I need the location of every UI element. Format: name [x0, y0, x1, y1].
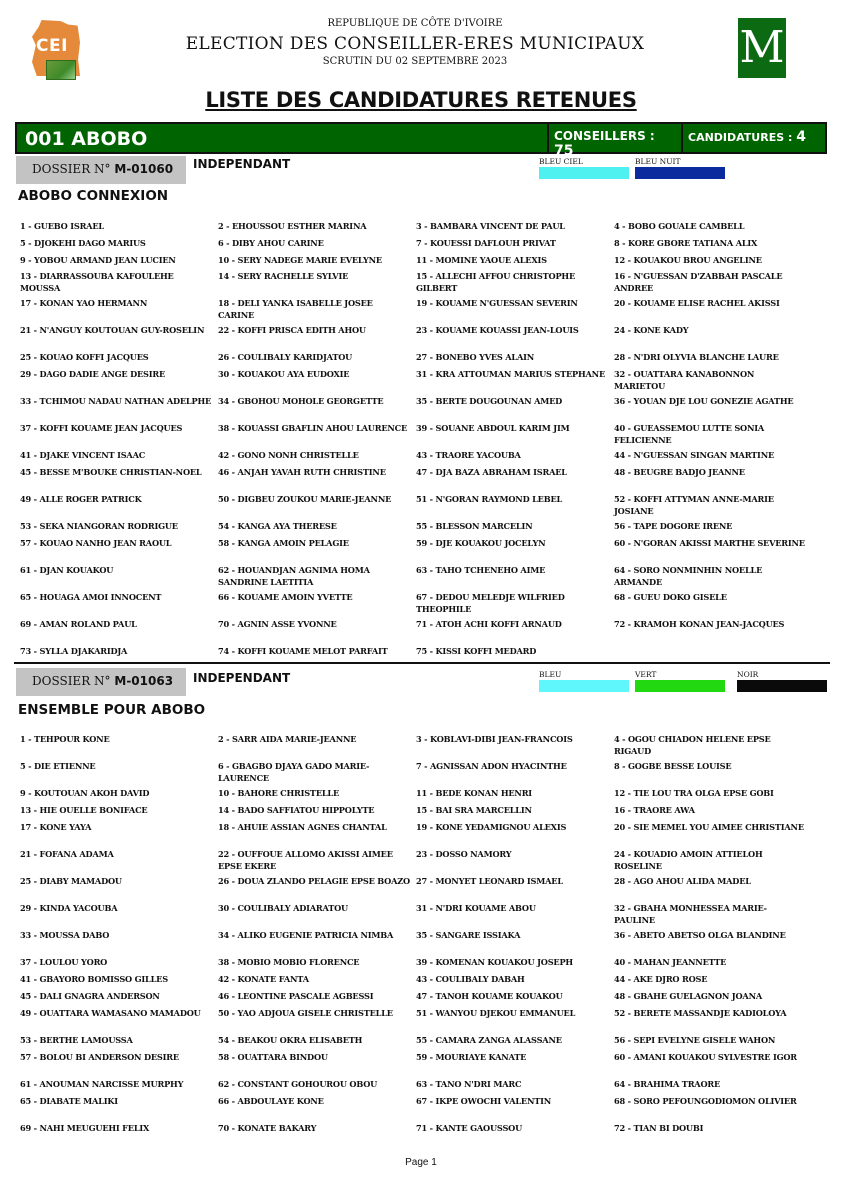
candidatures-label: CANDIDATURES :: [688, 131, 797, 144]
list-color-swatch: [539, 670, 629, 692]
logo-text: CEI: [36, 36, 68, 56]
candidate-entry: 69 - NAHI MEUGUEHI FELIX: [20, 1123, 150, 1133]
ballot-box-icon: [46, 60, 76, 80]
candidate-entry: 38 - KOUASSI GBAFLIN AHOU LAURENCE: [218, 423, 408, 433]
candidate-entry: 55 - BLESSON MARCELIN: [416, 521, 533, 531]
candidate-entry: 28 - N'DRI OLYVIA BLANCHE LAURE: [614, 352, 779, 362]
candidate-entry: 31 - N'DRI KOUAME ABOU: [416, 903, 536, 913]
candidate-entry: 32 - OUATTARA KANABONNON MARIETOU: [614, 369, 755, 391]
candidate-entry: 29 - KINDA YACOUBA: [20, 903, 118, 913]
candidate-entry: 3 - KOBLAVI-DIBI JEAN-FRANCOIS: [416, 734, 573, 744]
candidate-entry: 37 - LOULOU YORO: [20, 957, 108, 967]
page-number: Page 1: [405, 1157, 437, 1168]
candidate-entry: 58 - OUATTARA BINDOU: [218, 1052, 328, 1062]
candidate-entry: 49 - OUATTARA WAMASANO MAMADOU: [20, 1008, 201, 1018]
candidate-entry: 64 - BRAHIMA TRAORE: [614, 1079, 721, 1089]
list-name: ABOBO CONNEXION: [18, 188, 169, 204]
candidate-entry: 71 - ATOH ACHI KOFFI ARNAUD: [416, 619, 562, 629]
candidate-entry: 45 - DALI GNAGRA ANDERSON: [20, 991, 160, 1001]
candidate-entry: 1 - TEHPOUR KONE: [20, 734, 110, 744]
candidate-entry: 46 - LEONTINE PASCALE AGBESSI: [218, 991, 374, 1001]
candidate-entry: 4 - OGOU CHIADON HELENE EPSE RIGAUD: [614, 734, 771, 756]
candidate-entry: 59 - MOURIAYE KANATE: [416, 1052, 527, 1062]
color-bar: [737, 680, 827, 692]
candidate-entry: 52 - BERETE MASSANDJE KADIOLOYA: [614, 1008, 787, 1018]
candidate-entry: 34 - ALIKO EUGENIE PATRICIA NIMBA: [218, 930, 394, 940]
dossier-label: DOSSIER N°: [32, 162, 111, 176]
candidate-entry: 7 - AGNISSAN ADON HYACINTHE: [416, 761, 567, 771]
color-bar: [539, 680, 629, 692]
candidate-entry: 13 - DIARRASSOUBA KAFOULEHE MOUSSA: [20, 271, 174, 293]
candidate-entry: 62 - CONSTANT GOHOUROU OBOU: [218, 1079, 378, 1089]
candidate-entry: 8 - GOGBE BESSE LOUISE: [614, 761, 732, 771]
candidate-entry: 51 - WANYOU DJEKOU EMMANUEL: [416, 1008, 576, 1018]
color-bar: [635, 167, 725, 179]
candidate-entry: 54 - BEAKOU OKRA ELISABETH: [218, 1035, 363, 1045]
candidate-entry: 68 - SORO PEFOUNGODIOMON OLIVIER: [614, 1096, 797, 1106]
color-bar: [635, 680, 725, 692]
candidate-entry: 5 - DIE ETIENNE: [20, 761, 96, 771]
candidate-entry: 44 - N'GUESSAN SINGAN MARTINE: [614, 450, 775, 460]
candidate-entry: 72 - KRAMOH KONAN JEAN-JACQUES: [614, 619, 785, 629]
election-title: ELECTION DES CONSEILLER-ERES MUNICIPAUX: [185, 34, 645, 54]
candidate-entry: 9 - KOUTOUAN AKOH DAVID: [20, 788, 150, 798]
candidate-entry: 10 - BAHORE CHRISTELLE: [218, 788, 340, 798]
candidate-entry: 43 - COULIBALY DABAH: [416, 974, 525, 984]
candidate-entry: 7 - KOUESSI DAFLOUH PRIVAT: [416, 238, 556, 248]
municipal-badge: M: [738, 18, 786, 78]
candidate-entry: 33 - MOUSSA DABO: [20, 930, 110, 940]
candidate-entry: 36 - YOUAN DJE LOU GONEZIE AGATHE: [614, 396, 794, 406]
candidate-entry: 41 - GBAYORO BOMISSO GILLES: [20, 974, 168, 984]
candidate-entry: 16 - TRAORE AWA: [614, 805, 695, 815]
candidate-entry: 9 - YOBOU ARMAND JEAN LUCIEN: [20, 255, 176, 265]
candidate-entry: 51 - N'GORAN RAYMOND LEBEL: [416, 494, 563, 504]
candidate-entry: 10 - SERY NADEGE MARIE EVELYNE: [218, 255, 382, 265]
candidate-entry: 35 - BERTE DOUGOUNAN AMED: [416, 396, 563, 406]
candidate-entry: 14 - BADO SAFFIATOU HIPPOLYTE: [218, 805, 375, 815]
candidate-entry: 18 - DELI YANKA ISABELLE JOSEE CARINE: [218, 298, 373, 320]
candidate-entry: 41 - DJAKE VINCENT ISAAC: [20, 450, 146, 460]
candidate-entry: 6 - DIBY AHOU CARINE: [218, 238, 324, 248]
candidate-entry: 52 - KOFFI ATTYMAN ANNE-MARIE JOSIANE: [614, 494, 774, 516]
candidate-entry: 21 - N'ANGUY KOUTOUAN GUY-ROSELIN: [20, 325, 205, 335]
candidate-entry: 63 - TAHO TCHENEHO AIME: [416, 565, 546, 575]
dossier-number-box: [16, 156, 186, 184]
candidate-entry: 74 - KOFFI KOUAME MELOT PARFAIT: [218, 646, 388, 656]
candidate-entry: 20 - SIE MEMEL YOU AIMEE CHRISTIANE: [614, 822, 804, 832]
color-label: NOIR: [737, 670, 759, 679]
candidate-entry: 14 - SERY RACHELLE SYLVIE: [218, 271, 349, 281]
candidate-entry: 6 - GBAGBO DJAYA GADO MARIE-LAURENCE: [218, 761, 370, 783]
list-color-swatch: [737, 670, 827, 692]
candidate-entry: 24 - KONE KADY: [614, 325, 689, 335]
color-label: VERT: [635, 670, 657, 679]
candidate-entry: 49 - ALLE ROGER PATRICK: [20, 494, 142, 504]
candidate-entry: 21 - FOFANA ADAMA: [20, 849, 114, 859]
scrutin-date: SCRUTIN DU 02 SEPTEMBRE 2023: [322, 56, 508, 67]
candidatures-value: 4: [796, 129, 806, 145]
candidate-entry: 60 - N'GORAN AKISSI MARTHE SEVERINE: [614, 538, 805, 548]
candidate-entry: 32 - GBAHA MONHESSEA MARIE-PAULINE: [614, 903, 767, 925]
candidate-entry: 11 - BEDE KONAN HENRI: [416, 788, 532, 798]
color-label: BLEU NUIT: [635, 157, 681, 166]
candidate-entry: 23 - KOUAME KOUASSI JEAN-LOUIS: [416, 325, 579, 335]
candidate-entry: 40 - GUEASSEMOU LUTTE SONIA FELICIENNE: [614, 423, 765, 445]
candidate-entry: 68 - GUEU DOKO GISELE: [614, 592, 727, 602]
party-type: INDEPENDANT: [193, 157, 291, 171]
candidate-entry: 16 - N'GUESSAN D'ZABBAH PASCALE ANDREE: [614, 271, 783, 293]
candidate-entry: 40 - MAHAN JEANNETTE: [614, 957, 727, 967]
candidate-entry: 50 - YAO ADJOUA GISELE CHRISTELLE: [218, 1008, 393, 1018]
candidate-entry: 57 - BOLOU BI ANDERSON DESIRE: [20, 1052, 179, 1062]
candidate-entry: 28 - AGO AHOU ALIDA MADEL: [614, 876, 751, 886]
candidate-entry: 12 - KOUAKOU BROU ANGELINE: [614, 255, 762, 265]
candidate-entry: 12 - TIE LOU TRA OLGA EPSE GOBI: [614, 788, 774, 798]
candidate-entry: 48 - GBAHE GUELAGNON JOANA: [614, 991, 763, 1001]
candidate-entry: 72 - TIAN BI DOUBI: [614, 1123, 704, 1133]
candidate-entry: 30 - KOUAKOU AYA EUDOXIE: [218, 369, 350, 379]
candidate-entry: 29 - DAGO DADIE ANGE DESIRE: [20, 369, 166, 379]
page-title: LISTE DES CANDIDATURES RETENUES: [205, 88, 637, 112]
candidate-entry: 15 - BAI SRA MARCELLIN: [416, 805, 532, 815]
candidate-entry: 47 - TANOH KOUAME KOUAKOU: [416, 991, 563, 1001]
candidate-entry: 19 - KOUAME N'GUESSAN SEVERIN: [416, 298, 578, 308]
candidate-entry: 34 - GBOHOU MOHOLE GEORGETTE: [218, 396, 384, 406]
candidate-entry: 39 - SOUANE ABDOUL KARIM JIM: [416, 423, 570, 433]
candidate-entry: 75 - KISSI KOFFI MEDARD: [416, 646, 537, 656]
candidate-entry: 36 - ABETO ABETSO OLGA BLANDINE: [614, 930, 786, 940]
conseillers-label: CONSEILLERS :: [554, 129, 655, 143]
color-label: BLEU: [539, 670, 562, 679]
candidate-entry: 67 - IKPE OWOCHI VALENTIN: [416, 1096, 552, 1106]
color-label: BLEU CIEL: [539, 157, 583, 166]
candidate-entry: 4 - BOBO GOUALE CAMBELL: [614, 221, 745, 231]
dossier-number-box: [16, 668, 186, 696]
candidate-entry: 42 - GONO NONH CHRISTELLE: [218, 450, 359, 460]
candidate-entry: 25 - DIABY MAMADOU: [20, 876, 122, 886]
candidate-entry: 13 - HIE OUELLE BONIFACE: [20, 805, 148, 815]
list-color-swatch: [635, 670, 725, 692]
candidate-entry: 17 - KONE YAYA: [20, 822, 92, 832]
candidate-entry: 33 - TCHIMOU NADAU NATHAN ADELPHE: [20, 396, 212, 406]
candidate-entry: 18 - AHUIE ASSIAN AGNES CHANTAL: [218, 822, 387, 832]
candidate-entry: 56 - SEPI EVELYNE GISELE WAHON: [614, 1035, 776, 1045]
candidate-entry: 35 - SANGARE ISSIAKA: [416, 930, 521, 940]
candidate-entry: 57 - KOUAO NANHO JEAN RAOUL: [20, 538, 172, 548]
candidate-entry: 53 - SEKA NIANGORAN RODRIGUE: [20, 521, 178, 531]
candidate-entry: 22 - KOFFI PRISCA EDITH AHOU: [218, 325, 366, 335]
candidate-entry: 59 - DJE KOUAKOU JOCELYN: [416, 538, 546, 548]
candidate-entry: 43 - TRAORE YACOUBA: [416, 450, 521, 460]
candidate-entry: 2 - EHOUSSOU ESTHER MARINA: [218, 221, 367, 231]
candidate-entry: 70 - KONATE BAKARY: [218, 1123, 317, 1133]
conseillers-count: [547, 124, 681, 159]
republic-label: REPUBLIQUE DE CÔTE D'IVOIRE: [327, 18, 503, 29]
candidate-entry: 70 - AGNIN ASSE YVONNE: [218, 619, 337, 629]
candidate-entry: 42 - KONATE FANTA: [218, 974, 309, 984]
candidate-entry: 15 - ALLECHI AFFOU CHRISTOPHE GILBERT: [416, 271, 575, 293]
candidate-entry: 56 - TAPE DOGORE IRENE: [614, 521, 733, 531]
party-type: INDEPENDANT: [193, 671, 291, 685]
commune-bar: [15, 122, 827, 159]
candidate-entry: 47 - DJA BAZA ABRAHAM ISRAEL: [416, 467, 567, 477]
dossier-number: M-01063: [114, 674, 174, 688]
candidate-entry: 5 - DJOKEHI DAGO MARIUS: [20, 238, 146, 248]
candidate-entry: 62 - HOUANDJAN AGNIMA HOMA SANDRINE LAETITIA: [218, 565, 370, 587]
candidate-entry: 26 - DOUA ZLANDO PELAGIE EPSE BOAZO: [218, 876, 410, 886]
candidate-entry: 20 - KOUAME ELISE RACHEL AKISSI: [614, 298, 780, 308]
list-color-swatch: [539, 157, 629, 179]
candidate-entry: 53 - BERTHE LAMOUSSA: [20, 1035, 133, 1045]
candidate-entry: 64 - SORO NONMINHIN NOELLE ARMANDE: [614, 565, 763, 587]
candidate-entry: 48 - BEUGRE BADJO JEANNE: [614, 467, 745, 477]
candidate-entry: 24 - KOUADIO AMOIN ATTIELOH ROSELINE: [614, 849, 763, 871]
candidate-entry: 27 - BONEBO YVES ALAIN: [416, 352, 535, 362]
commune-name: 001 ABOBO: [25, 128, 148, 150]
candidate-entry: 60 - AMANI KOUAKOU SYLVESTRE IGOR: [614, 1052, 797, 1062]
candidate-entry: 38 - MOBIO MOBIO FLORENCE: [218, 957, 360, 967]
candidate-entry: 73 - SYLLA DJAKARIDJA: [20, 646, 128, 656]
candidate-entry: 25 - KOUAO KOFFI JACQUES: [20, 352, 149, 362]
candidate-entry: 61 - DJAN KOUAKOU: [20, 565, 114, 575]
candidate-entry: 61 - ANOUMAN NARCISSE MURPHY: [20, 1079, 184, 1089]
candidate-entry: 55 - CAMARA ZANGA ALASSANE: [416, 1035, 562, 1045]
candidate-entry: 1 - GUEBO ISRAEL: [20, 221, 104, 231]
candidatures-count: [681, 124, 825, 152]
candidate-entry: 8 - KORE GBORE TATIANA ALIX: [614, 238, 758, 248]
candidate-entry: 54 - KANGA AYA THERESE: [218, 521, 337, 531]
candidate-entry: 27 - MONYET LEONARD ISMAEL: [416, 876, 563, 886]
candidate-entry: 2 - SARR AIDA MARIE-JEANNE: [218, 734, 357, 744]
candidate-entry: 30 - COULIBALY ADIARATOU: [218, 903, 348, 913]
candidate-entry: 44 - AKE DJRO ROSE: [614, 974, 708, 984]
cei-logo: [28, 16, 84, 80]
candidate-entry: 69 - AMAN ROLAND PAUL: [20, 619, 137, 629]
list-name: ENSEMBLE POUR ABOBO: [18, 702, 206, 718]
candidate-entry: 37 - KOFFI KOUAME JEAN JACQUES: [20, 423, 183, 433]
candidate-entry: 23 - DOSSO NAMORY: [416, 849, 512, 859]
candidate-entry: 39 - KOMENAN KOUAKOU JOSEPH: [416, 957, 573, 967]
candidate-entry: 31 - KRA ATTOUMAN MARIUS STEPHANE: [416, 369, 606, 379]
section-divider: [14, 662, 830, 664]
candidate-entry: 3 - BAMBARA VINCENT DE PAUL: [416, 221, 565, 231]
candidate-entry: 50 - DIGBEU ZOUKOU MARIE-JEANNE: [218, 494, 392, 504]
candidate-entry: 67 - DEDOU MELEDJE WILFRIED THEOPHILE: [416, 592, 565, 614]
candidate-entry: 46 - ANJAH YAVAH RUTH CHRISTINE: [218, 467, 386, 477]
candidate-entry: 22 - OUFFOUE ALLOMO AKISSI AIMEE EPSE EKERE: [218, 849, 393, 871]
candidate-entry: 71 - KANTE GAOUSSOU: [416, 1123, 523, 1133]
candidate-entry: 66 - ABDOULAYE KONE: [218, 1096, 324, 1106]
candidate-entry: 63 - TANO N'DRI MARC: [416, 1079, 522, 1089]
candidate-entry: 65 - HOUAGA AMOI INNOCENT: [20, 592, 162, 602]
candidate-entry: 11 - MOMINE YAOUE ALEXIS: [416, 255, 547, 265]
dossier-label: DOSSIER N°: [32, 674, 111, 688]
candidate-entry: 58 - KANGA AMOIN PELAGIE: [218, 538, 349, 548]
candidate-entry: 19 - KONE YEDAMIGNOU ALEXIS: [416, 822, 567, 832]
color-bar: [539, 167, 629, 179]
dossier-number: M-01060: [114, 162, 174, 176]
candidate-entry: 26 - COULIBALY KARIDJATOU: [218, 352, 353, 362]
conseillers-value: 75: [554, 143, 574, 159]
candidate-entry: 66 - KOUAME AMOIN YVETTE: [218, 592, 353, 602]
candidate-entry: 17 - KONAN YAO HERMANN: [20, 298, 148, 308]
candidate-entry: 45 - BESSE M'BOUKE CHRISTIAN-NOEL: [20, 467, 202, 477]
candidate-entry: 65 - DIABATE MALIKI: [20, 1096, 118, 1106]
list-color-swatch: [635, 157, 725, 179]
